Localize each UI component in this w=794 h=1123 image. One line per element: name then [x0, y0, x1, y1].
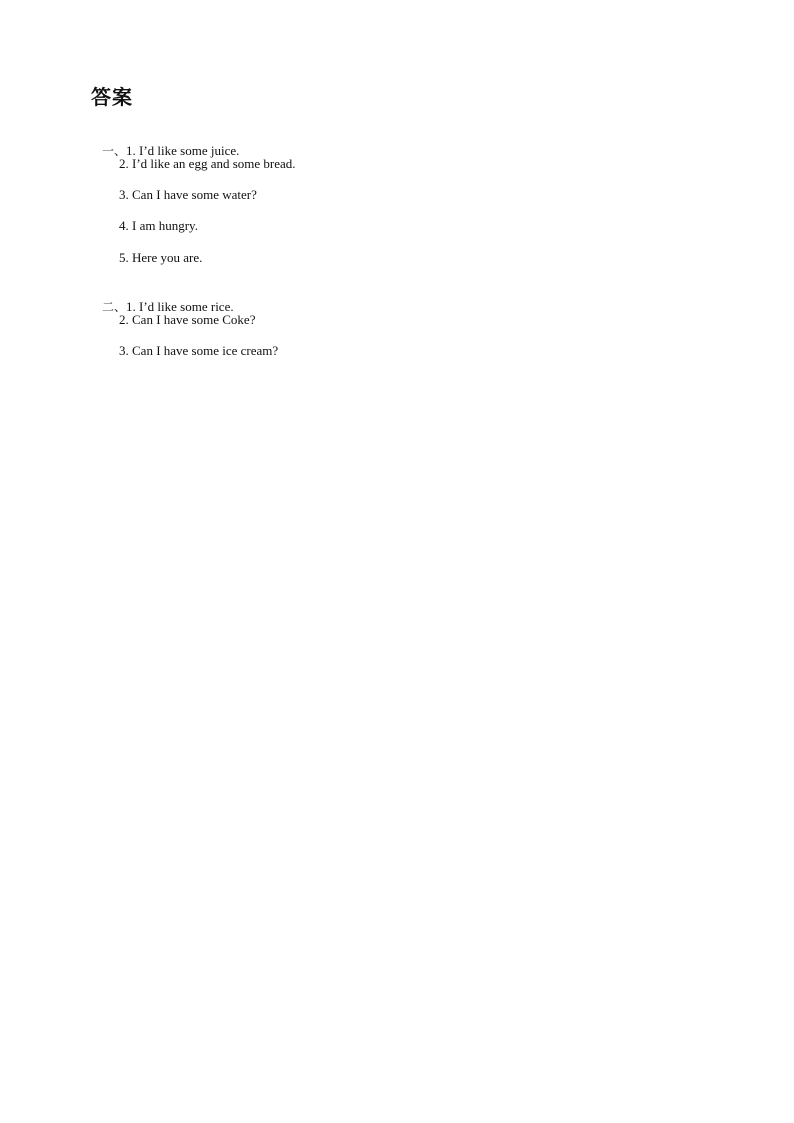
- section-1-answer-1: 1. I’d like some juice.: [126, 143, 240, 158]
- section-1-answer-5: 5. Here you are.: [119, 250, 203, 265]
- section-2-answer-2: 2. Can I have some Coke?: [119, 312, 256, 327]
- section-1-answer-4: 4. I am hungry.: [119, 218, 198, 233]
- page-title: 答案: [91, 85, 133, 109]
- section-1-marker: 一、: [102, 144, 127, 158]
- section-1-answer-3: 3. Can I have some water?: [119, 187, 257, 202]
- section-2-answer-1: 1. I’d like some rice.: [126, 299, 234, 314]
- section-2-marker: 二、: [102, 300, 127, 314]
- section-2-answer-3: 3. Can I have some ice cream?: [119, 343, 279, 358]
- section-1-answer-2: 2. I’d like an egg and some bread.: [119, 156, 296, 171]
